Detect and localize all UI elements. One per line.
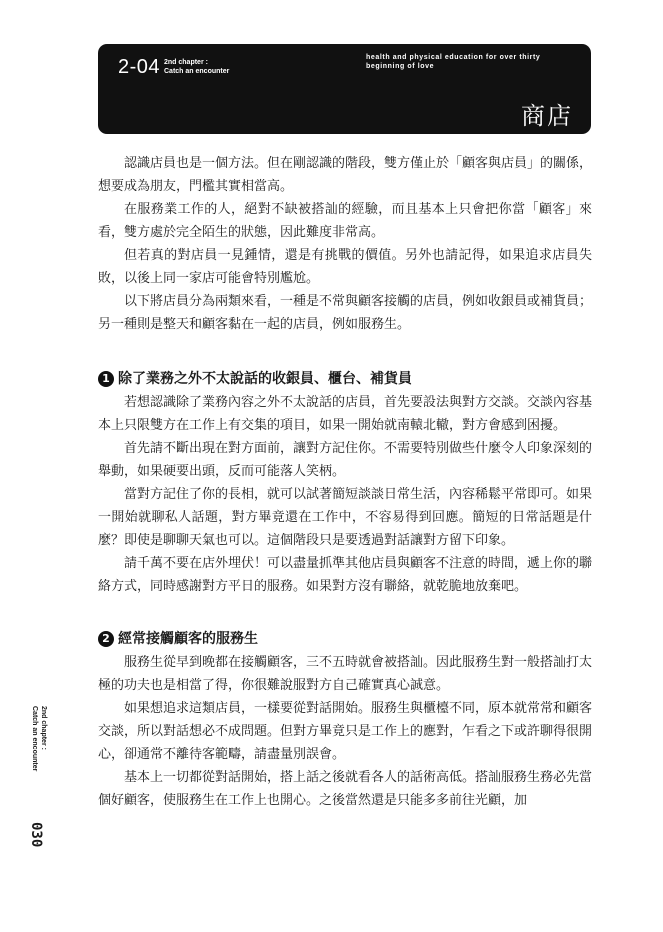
article-body	[98, 152, 592, 812]
chapter-label-line2: Catch an encounter	[164, 68, 230, 75]
side-label-line1: 2nd chapter :	[40, 706, 47, 750]
intro-paragraph: 但若真的對店員一見鍾情，還是有挑戰的價值。另外也請記得，如果追求店員失敗，以後上同一家店可能會特別尷尬。	[98, 248, 592, 286]
intro-paragraph: 在服務業工作的人，絕對不缺被搭訕的經驗，而且基本上只會把你當「顧客」來看，雙方處於完全陌生的狀態，因此難度非常高。	[98, 202, 592, 240]
intro-paragraph: 認識店員也是一個方法。但在剛認識的階段，雙方僅止於「顧客與店員」的關係，想要成為朋友，門檻其實相當高。	[98, 156, 593, 194]
page-number: 030	[28, 822, 44, 848]
section2-paragraph: 服務生從早到晚都在接觸顧客，三不五時就會被搭訕。因此服務生對一般搭訕打太極的功夫也是相當了得，你很難說服對方自己確實真心誠意。	[98, 655, 593, 693]
section-number-badge: 2	[98, 631, 114, 647]
section-number-badge: 1	[98, 371, 114, 387]
tagline-line1: health and physical education for over thirty	[366, 54, 541, 61]
section-heading-2	[98, 628, 592, 651]
side-label-line2: Catch an encounter	[31, 706, 38, 772]
header-tagline	[366, 53, 540, 71]
chapter-label-line1: 2nd chapter :	[164, 59, 208, 66]
intro-paragraph: 以下將店員分為兩類來看，一種是不常與顧客接觸的店員，例如收銀員或補貨員；另一種則是整天和顧客黏在一起的店員，例如服務生。	[98, 294, 593, 332]
section1-paragraph: 若想認識除了業務內容之外不太說話的店員，首先要設法與對方交談。交談內容基本上只限雙方在工作上有交集的項目，如果一開始就南轅北轍，對方會感到困擾。	[98, 395, 593, 433]
chapter-header	[98, 44, 591, 134]
section-heading-text: 除了業務之外不太說話的收銀員、櫃台、補貨員	[118, 371, 412, 387]
section1-paragraph: 請千萬不要在店外埋伏！可以盡量抓準其他店員與顧客不注意的時間，遞上你的聯絡方式，同時感謝對方平日的服務。如果對方沒有聯絡，就乾脆地放棄吧。	[98, 556, 593, 594]
page-title: 商店	[521, 102, 573, 130]
side-chapter-label	[30, 706, 48, 771]
tagline-line2: beginning of love	[366, 63, 435, 70]
section1-paragraph: 當對方記住了你的長相，就可以試著簡短談談日常生活，內容稀鬆平常即可。如果一開始就聊私人話題，對方畢竟還在工作中，不容易得到回應。簡短的日常話題是什麼？即使是聊聊天氣也可以。這個階段只是要透過對話讓對方留下印象。	[98, 487, 593, 548]
chapter-label	[164, 58, 229, 76]
section-heading-1	[98, 368, 592, 391]
section1-paragraph: 首先請不斷出現在對方面前，讓對方記住你。不需要特別做些什麼令人印象深刻的舉動，如果硬要出頭，反而可能落人笑柄。	[98, 441, 593, 479]
chapter-number: 2-04	[118, 56, 161, 78]
section2-paragraph: 基本上一切都從對話開始，搭上話之後就看各人的話術高低。搭訕服務生務必先當個好顧客，使服務生在工作上也開心。之後當然還是只能多多前往光顧，加	[98, 770, 593, 808]
section-heading-text: 經常接觸顧客的服務生	[118, 631, 258, 647]
section2-paragraph: 如果想追求這類店員，一樣要從對話開始。服務生與櫃檯不同，原本就常常和顧客交談，所以對話想必不成問題。但對方畢竟只是工作上的應對，乍看之下或許聊得很開心，卻通常不離待客範疇，請盡量別誤會。	[98, 701, 593, 762]
